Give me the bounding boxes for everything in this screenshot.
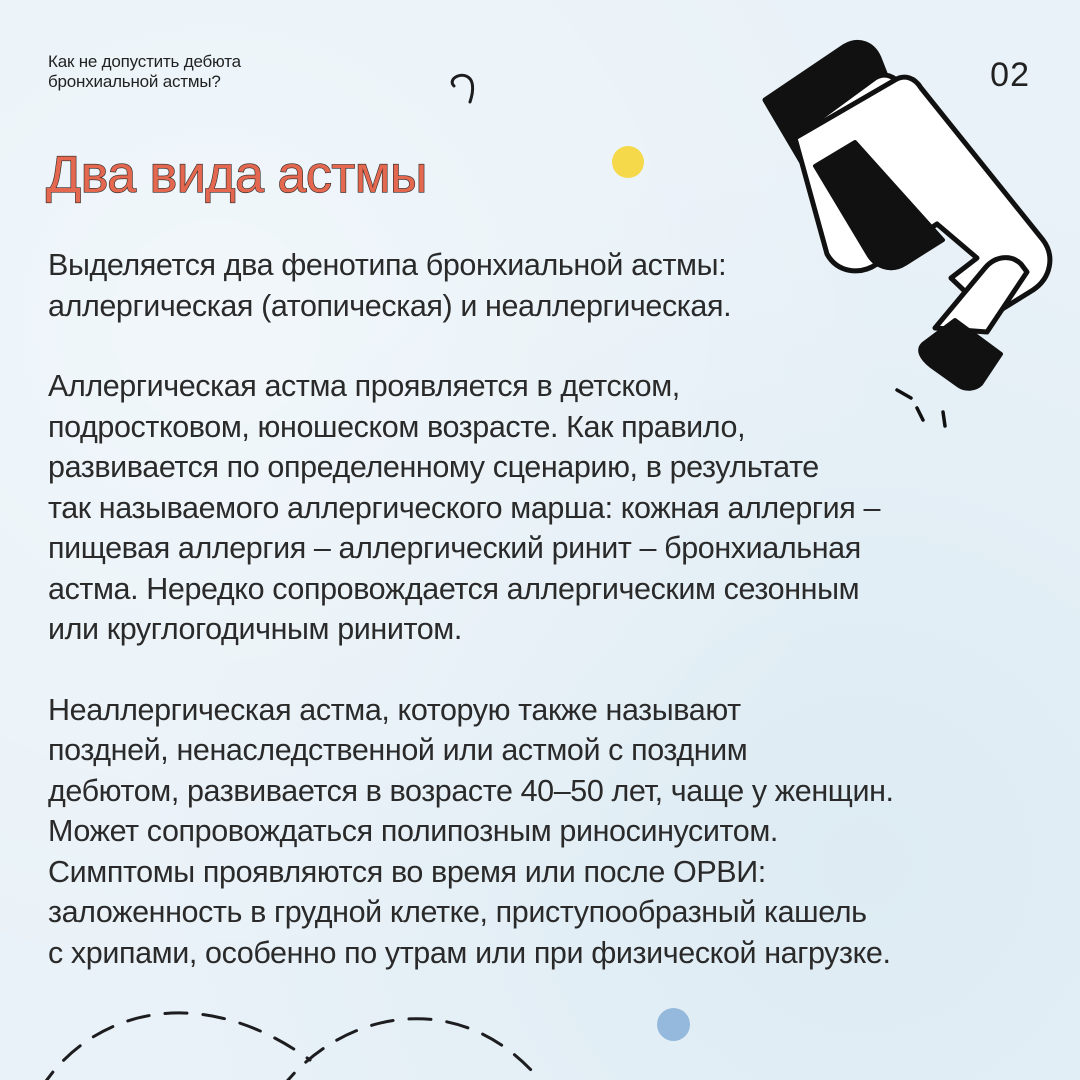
- text-line: Может сопровождаться полипозным риносинуситом.: [48, 814, 778, 848]
- text-line: так называемого аллергического марша: кожная аллергия –: [48, 490, 881, 525]
- subtitle-line-2: бронхиальной астмы?: [48, 72, 221, 91]
- text-line: с хрипами, особенно по утрам или при физической нагрузке.: [48, 935, 891, 970]
- body-text: [48, 245, 1048, 1013]
- text-line: Аллергическая астма проявляется в детском,: [48, 369, 680, 403]
- text-line: поздней, ненаследственной или астмой с поздним: [48, 733, 748, 767]
- text-line: или круглогодичным ринитом.: [48, 612, 462, 646]
- squiggle-icon: [440, 70, 490, 110]
- paragraph-nonallergic-asthma: [48, 690, 1048, 974]
- text-line: подростковом, юношеском возрасте. Как правило,: [48, 409, 746, 444]
- text-line: пищевая аллергия – аллергический ринит – бронхиальная: [48, 531, 861, 565]
- yellow-dot-icon: [612, 146, 644, 178]
- text-line: Неаллергическая астма, которую также называют: [48, 692, 741, 727]
- text-line: заложенность в грудной клетке, приступообразный кашель: [48, 895, 867, 929]
- text-line: дебютом, развивается в возрасте 40–50 лет, чаще у женщин.: [48, 773, 894, 808]
- paragraph-phenotypes: [48, 245, 1048, 326]
- text-line: развивается по определенному сценарию, в результате: [48, 450, 819, 484]
- paragraph-allergic-asthma: [48, 366, 1048, 650]
- blue-dot-icon: [657, 1008, 690, 1041]
- page-title: Два вида астмы: [46, 146, 427, 204]
- text-line: астма. Нередко сопровождается аллергическим сезонным: [48, 571, 860, 606]
- subtitle-line-1: Как не допустить дебюта: [48, 52, 241, 71]
- page-number: 02: [990, 56, 1030, 94]
- dashed-arc-icon: [0, 990, 620, 1080]
- text-line: Симптомы проявляются во время или после ОРВИ:: [48, 854, 766, 889]
- text-line: аллергическая (атопическая) и неаллергическая.: [48, 288, 732, 323]
- text-line: Выделяется два фенотипа бронхиальной астмы:: [48, 248, 727, 282]
- series-subtitle: [48, 52, 348, 92]
